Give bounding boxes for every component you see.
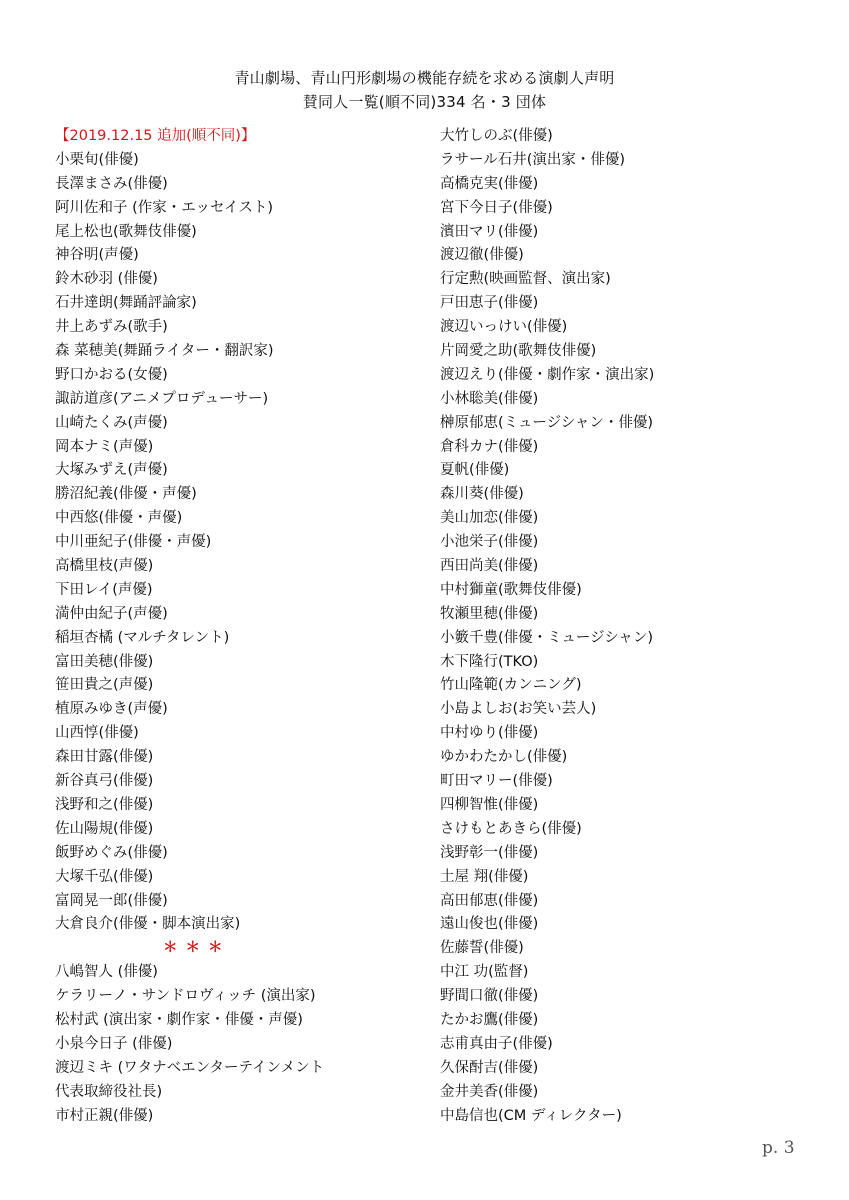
supporter-entry: たかお鷹(俳優) xyxy=(440,1011,539,1028)
supporter-entry: 高橋里枝(声優) xyxy=(55,558,154,575)
supporter-entry: 井上あずみ(歌手) xyxy=(55,319,168,336)
supporter-entry: 中西悠(俳優・声優) xyxy=(55,510,183,527)
document-header xyxy=(0,66,849,114)
supporter-entry: 金井美香(俳優) xyxy=(440,1083,539,1100)
page-number: p. 3 xyxy=(762,1138,795,1158)
supporter-entry: 山崎たくみ(声優) xyxy=(55,414,168,431)
supporter-entry: 森田甘露(俳優) xyxy=(55,749,154,766)
supporter-entry: 渡辺いっけい(俳優) xyxy=(440,319,568,336)
supporter-entry: 浅野和之(俳優) xyxy=(55,796,154,813)
supporter-entry: 中村獅童(歌舞伎俳優) xyxy=(440,581,582,598)
supporter-entry: 森 菜穂美(舞踊ライター・翻訳家) xyxy=(55,343,274,360)
supporter-entry: 片岡愛之助(歌舞伎俳優) xyxy=(440,343,597,360)
supporter-entry: 牧瀬里穂(俳優) xyxy=(440,605,539,622)
supporter-entry: 長澤まさみ(俳優) xyxy=(55,175,168,192)
supporter-entry: 森川葵(俳優) xyxy=(440,486,524,503)
supporter-entry: 飯野めぐみ(俳優) xyxy=(55,844,168,861)
supporter-entry: 中江 功(監督) xyxy=(440,964,529,981)
supporter-entry: 山西惇(俳優) xyxy=(55,725,139,742)
supporter-entry: 小栗旬(俳優) xyxy=(55,151,139,168)
supporter-entry: 佐山陽規(俳優) xyxy=(55,820,154,837)
supporter-entry: 大竹しのぶ(俳優) xyxy=(440,128,553,144)
supporter-entry: 渡辺えり(俳優・劇作家・演出家) xyxy=(440,366,655,383)
supporter-entry: 高田郁恵(俳優) xyxy=(440,892,539,909)
supporter-entry: 佐藤誓(俳優) xyxy=(440,940,524,957)
supporter-entry: 中島信也(CM ディレクター) xyxy=(440,1107,622,1124)
supporters-right-column xyxy=(440,125,820,1128)
supporter-entry: 渡辺ミキ (ワタナベエンターテインメント xyxy=(55,1059,325,1076)
supporter-entry: 松村武 (演出家・劇作家・俳優・声優) xyxy=(55,1011,303,1028)
supporter-entry: 植原みゆき(声優) xyxy=(55,701,168,718)
supporter-entry: 高橋克実(俳優) xyxy=(440,175,539,192)
supporter-entry: 渡辺徹(俳優) xyxy=(440,247,524,264)
supporter-entry: 小島よしお(お笑い芸人) xyxy=(440,701,597,718)
supporter-entry: 四柳智惟(俳優) xyxy=(440,796,539,813)
supporter-entry: 小池栄子(俳優) xyxy=(440,534,539,551)
supporter-entry: 下田レイ(声優) xyxy=(55,581,153,598)
supporter-entry: 市村正親(俳優) xyxy=(55,1107,154,1124)
supporter-entry: さけもとあきら(俳優) xyxy=(440,820,582,837)
document-subtitle: 賛同人一覧(順不同)334 名・3 団体 xyxy=(302,93,547,111)
supporter-entry: 中川亜紀子(俳優・声優) xyxy=(55,534,212,551)
supporter-entry: 大塚みずえ(声優) xyxy=(55,462,168,479)
supporter-entry: 濱田マリ(俳優) xyxy=(440,223,539,240)
supporter-entry: 宮下今日子(俳優) xyxy=(440,199,553,216)
supporter-entry: 稲垣杏橘 (マルチタレント) xyxy=(55,629,230,646)
document-title: 青山劇場、青山円形劇場の機能存続を求める演劇人声明 xyxy=(234,69,615,87)
section-separator: ＊＊＊ xyxy=(163,940,231,957)
supporter-entry: 野間口徹(俳優) xyxy=(440,988,539,1005)
supporter-entry: 勝沼紀義(俳優・声優) xyxy=(55,486,197,503)
supporter-entry: 小籔千豊(俳優・ミュージシャン) xyxy=(440,629,654,646)
supporter-entry: 浅野彰一(俳優) xyxy=(440,844,539,861)
supporter-entry: 八嶋智人 (俳優) xyxy=(55,964,158,981)
supporter-entry: 町田マリー(俳優) xyxy=(440,773,553,790)
supporter-entry: 行定勲(映画監督、演出家) xyxy=(440,271,611,288)
supporter-entry: 尾上松也(歌舞伎俳優) xyxy=(55,223,197,240)
supporter-entry: 久保酎吉(俳優) xyxy=(440,1059,539,1076)
supporter-entry: ゆかわたかし(俳優) xyxy=(440,749,568,766)
supporter-entry: 夏帆(俳優) xyxy=(440,462,510,479)
supporter-entry: 遠山俊也(俳優) xyxy=(440,916,539,933)
supporter-entry: 石井達朗(舞踊評論家) xyxy=(55,295,197,312)
supporter-entry: 志甫真由子(俳優) xyxy=(440,1035,553,1052)
supporters-left-column xyxy=(55,125,415,1128)
supporter-entry: 中村ゆり(俳優) xyxy=(440,725,539,742)
supporter-entry: 鈴木砂羽 (俳優) xyxy=(55,271,158,288)
supporter-entry: 西田尚美(俳優) xyxy=(440,558,539,575)
supporter-entry: 富田美穂(俳優) xyxy=(55,653,154,670)
supporter-entry: 美山加恋(俳優) xyxy=(440,510,539,527)
supporter-entry: 満仲由紀子(声優) xyxy=(55,605,168,622)
supporter-entry: 阿川佐和子 (作家・エッセイスト) xyxy=(55,199,274,216)
supporter-entry: 小林聡美(俳優) xyxy=(440,390,539,407)
supporter-entry: 小泉今日子 (俳優) xyxy=(55,1035,173,1052)
supporter-entry: 大塚千弘(俳優) xyxy=(55,868,154,885)
supporter-entry: 代表取締役社長) xyxy=(55,1083,163,1100)
supporter-entry: 富岡晃一郎(俳優) xyxy=(55,892,168,909)
section-heading: 【2019.12.15 追加(順不同)】 xyxy=(55,128,256,144)
supporter-entry: 榊原郁恵(ミュージシャン・俳優) xyxy=(440,414,654,431)
supporter-entry: 木下隆行(TKO) xyxy=(440,653,539,670)
supporter-entry: 戸田恵子(俳優) xyxy=(440,295,539,312)
supporter-entry: 野口かおる(女優) xyxy=(55,366,168,383)
supporter-entry: 大倉良介(俳優・脚本演出家) xyxy=(55,916,241,933)
supporter-entry: ラサール石井(演出家・俳優) xyxy=(440,151,626,168)
supporter-entry: 笹田貴之(声優) xyxy=(55,677,154,694)
supporter-entry: 岡本ナミ(声優) xyxy=(55,438,154,455)
supporter-entry: 竹山隆範(カンニング) xyxy=(440,677,582,694)
supporter-entry: 土屋 翔(俳優) xyxy=(440,868,529,885)
supporter-entry: 神谷明(声優) xyxy=(55,247,139,264)
supporter-entry: 諏訪道彦(アニメプロデューサー) xyxy=(55,390,269,407)
supporter-entry: ケラリーノ・サンドロヴィッチ (演出家) xyxy=(55,988,316,1005)
supporter-entry: 新谷真弓(俳優) xyxy=(55,773,154,790)
supporter-entry: 倉科カナ(俳優) xyxy=(440,438,539,455)
